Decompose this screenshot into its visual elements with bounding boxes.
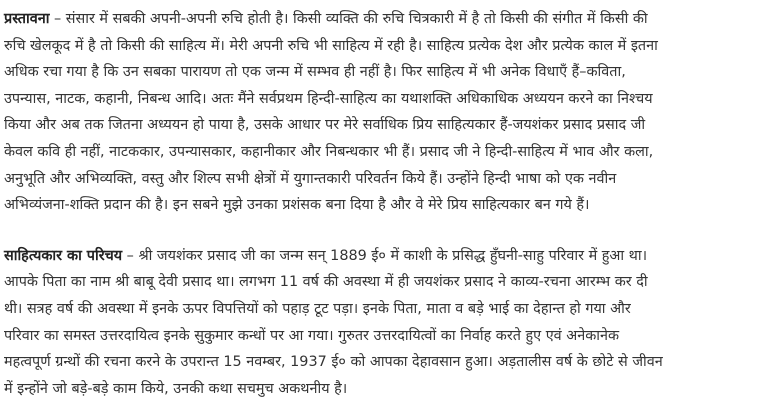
introduction-paragraph [4, 6, 769, 219]
paragraph-line: अधिक रचा गया है कि उन सबका पारायण तो एक जन्म में सम्भव ही नहीं है। फिर साहित्य में भी अनेक विधाएँ हैं–कविता, [4, 64, 626, 81]
paragraph-line: महत्वपूर्ण ग्रन्थों की रचना करने के उपरान्त 15 नवम्बर, 1937 ई० को आपका देहावसान हुआ। अड़तालीस वर्ष के छोटे से जीवन [4, 354, 663, 371]
section-heading: साहित्यकार का परिचय [4, 247, 123, 264]
paragraph-line: अभिव्यंजना-शक्ति प्रदान की है। इन सबने मुझे उनका प्रशंसक बना दिया है और वे मेरे प्रिय साहित्यकार बन गये हैं। [4, 197, 590, 214]
paragraph-line: आपके पिता का नाम श्री बाबू देवी प्रसाद था। लगभग 11 वर्ष की अवस्था में ही जयशंकर प्रसाद ने काव्य-रचना आरम्भ कर दी [4, 274, 648, 291]
paragraph-line: उपन्यास, नाटक, कहानी, निबन्ध आदि। अतः मैंने सर्वप्रथम हिन्दी-साहित्य का यथाशक्ति अधिकाधिक अध्ययन करने का निश्चय [4, 90, 653, 107]
section-heading: प्रस्तावना [4, 11, 50, 27]
paragraph-line: थी। सत्रह वर्ष की अवस्था में इनके ऊपर विपत्तियों को पहाड़ टूट पड़ा। इनके पिता, माता व बड़े भाई का देहान्त हो गया और [4, 300, 631, 317]
paragraph-line: रुचि खेलकूद में है तो किसी की साहित्य में। मेरी अपनी रुचि भी साहित्य में रही है। साहित्य प्रत्येक देश और प्रत्येक काल में इतना [4, 37, 658, 54]
paragraph-line: परिवार का समस्त उत्तरदायित्व इनके सुकुमार कन्धों पर आ गया। गुरुतर उत्तरदायित्वों का निर्वाह करते हुए एवं अनेकानेक [4, 327, 620, 344]
paragraph-line: केवल कवि ही नहीं, नाटककार, उपन्यासकार, कहानीकार और निबन्धकार भी हैं। प्रसाद जी ने हिन्दी-साहित्य में भाव और कला, [4, 143, 654, 160]
paragraph-line: किया और अब तक जितना अध्ययन हो पाया है, उसके आधार पर मेरे सर्वाधिक प्रिय साहित्यकार हैं-जयशंकर प्रसाद प्रसाद जी [4, 117, 646, 134]
author-introduction-paragraph [4, 243, 769, 402]
line-text: – संसार में सबकी अपनी-अपनी रुचि होती है। किसी व्यक्ति की रुचि चित्रकारी में है तो किसी की संगीत में किसी की [49, 11, 648, 27]
paragraph-line: अनुभूति और अभिव्यक्ति, वस्तु और शिल्प सभी क्षेत्रों में युगान्तकारी परिवर्तन किये हैं। उन्होंने हिन्दी भाषा को एक नवीन [4, 170, 617, 187]
paragraph-line: में इन्होंने जो बड़े-बड़े काम किये, उनकी कथा सचमुच अकथनीय है। [4, 380, 348, 397]
line-text: – श्री जयशंकर प्रसाद जी का जन्म सन् 1889 ई० में काशी के प्रसिद्ध हुँघनी-साहु परिवार में हुआ था। [122, 247, 648, 264]
paragraph-line [4, 243, 769, 270]
paragraph-line [4, 6, 769, 33]
